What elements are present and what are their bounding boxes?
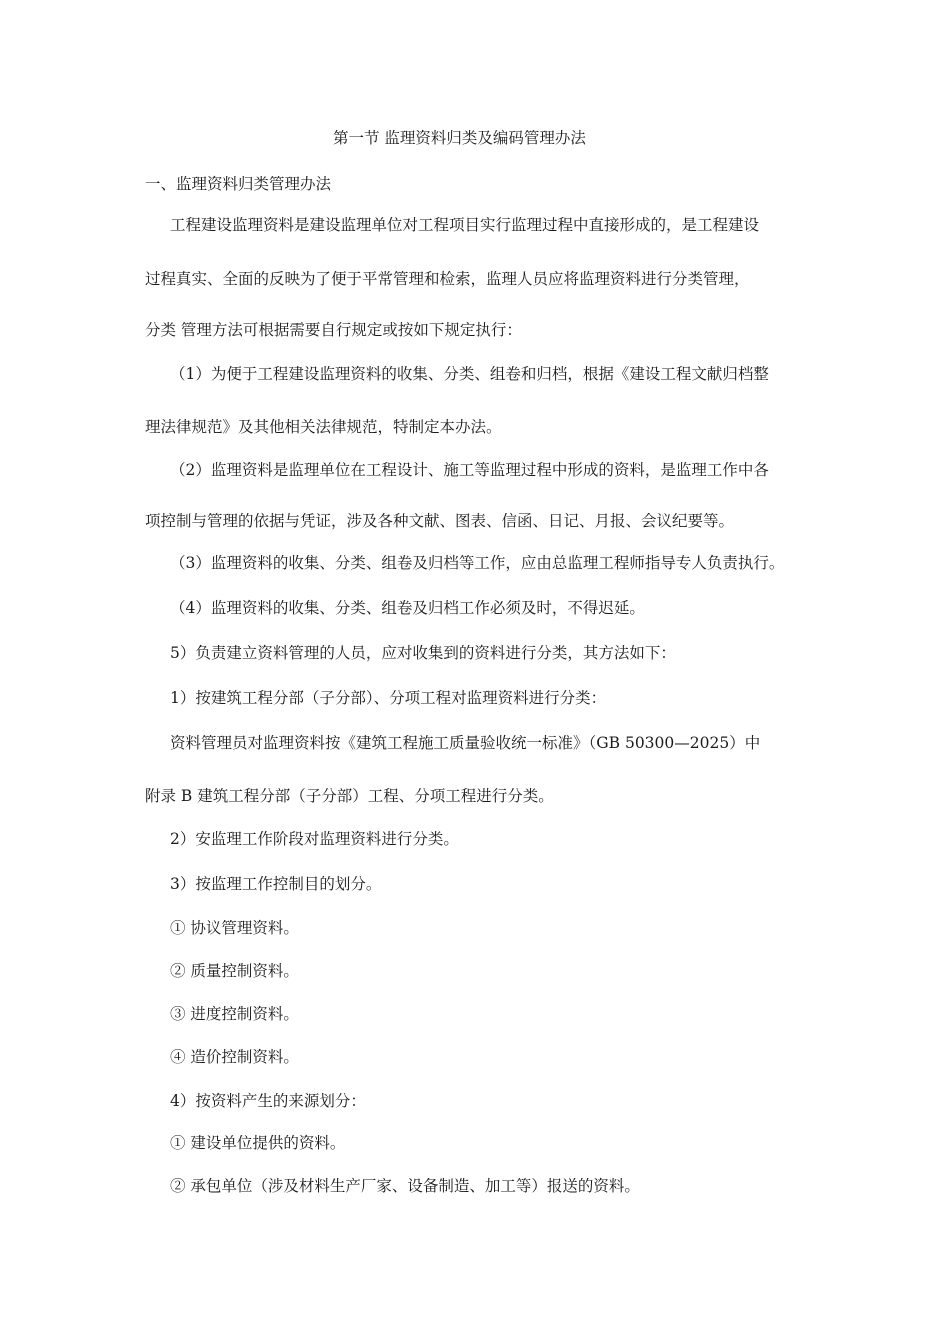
paragraph-line: 理法律规范》及其他相关法律规范，特制定本办法。 (145, 418, 502, 436)
paragraph-line: 4）按资料产生的来源划分： (170, 1092, 366, 1110)
section-title: 第一节 监理资料归类及编码管理办法 (333, 129, 586, 147)
paragraph-line: 3）按监理工作控制目的划分。 (170, 875, 382, 893)
list-item: ③ 进度控制资料。 (170, 1005, 299, 1023)
list-item: ① 协议管理资料。 (170, 919, 299, 937)
paragraph-line: 2）安监理工作阶段对监理资料进行分类。 (170, 830, 459, 848)
paragraph-line: 资料管理员对监理资料按《建筑工程施工质量验收统一标准》（GB 50300—2025）中 (170, 734, 761, 752)
paragraph-line: 5）负责建立资料管理的人员，应对收集到的资料进行分类，其方法如下： (170, 644, 676, 662)
subsection-heading: 一、监理资料归类管理办法 (145, 175, 332, 193)
paragraph-line: （1）为便于工程建设监理资料的收集、分类、组卷和归档，根据《建设工程文献归档整 (170, 365, 769, 383)
list-item: ② 承包单位（涉及材料生产厂家、设备制造、加工等）报送的资料。 (170, 1177, 640, 1195)
paragraph-line: 附录 B 建筑工程分部（子分部）工程、分项工程进行分类。 (145, 787, 554, 805)
list-item: ④ 造价控制资料。 (170, 1048, 299, 1066)
paragraph-line: （3）监理资料的收集、分类、组卷及归档等工作，应由总监理工程师指导专人负责执行。 (170, 554, 785, 572)
paragraph-line: 工程建设监理资料是建设监理单位对工程项目实行监理过程中直接形成的，是工程建设 (170, 216, 760, 234)
list-item: ② 质量控制资料。 (170, 962, 299, 980)
paragraph-line: 1）按建筑工程分部（子分部）、分项工程对监理资料进行分类： (170, 689, 607, 707)
paragraph-line: 分类 管理方法可根据需要自行规定或按如下规定执行： (145, 321, 522, 339)
paragraph-line: （2）监理资料是监理单位在工程设计、施工等监理过程中形成的资料，是监理工作中各 (170, 461, 769, 479)
paragraph-line: 过程真实、全面的反映为了便于平常管理和检索，监理人员应将监理资料进行分类管理， (145, 270, 750, 288)
paragraph-line: （4）监理资料的收集、分类、组卷及归档工作必须及时，不得迟延。 (170, 599, 645, 617)
list-item: ① 建设单位提供的资料。 (170, 1134, 346, 1152)
paragraph-line: 项控制与管理的依据与凭证，涉及各种文献、图表、信函、日记、月报、会议纪要等。 (145, 512, 735, 530)
